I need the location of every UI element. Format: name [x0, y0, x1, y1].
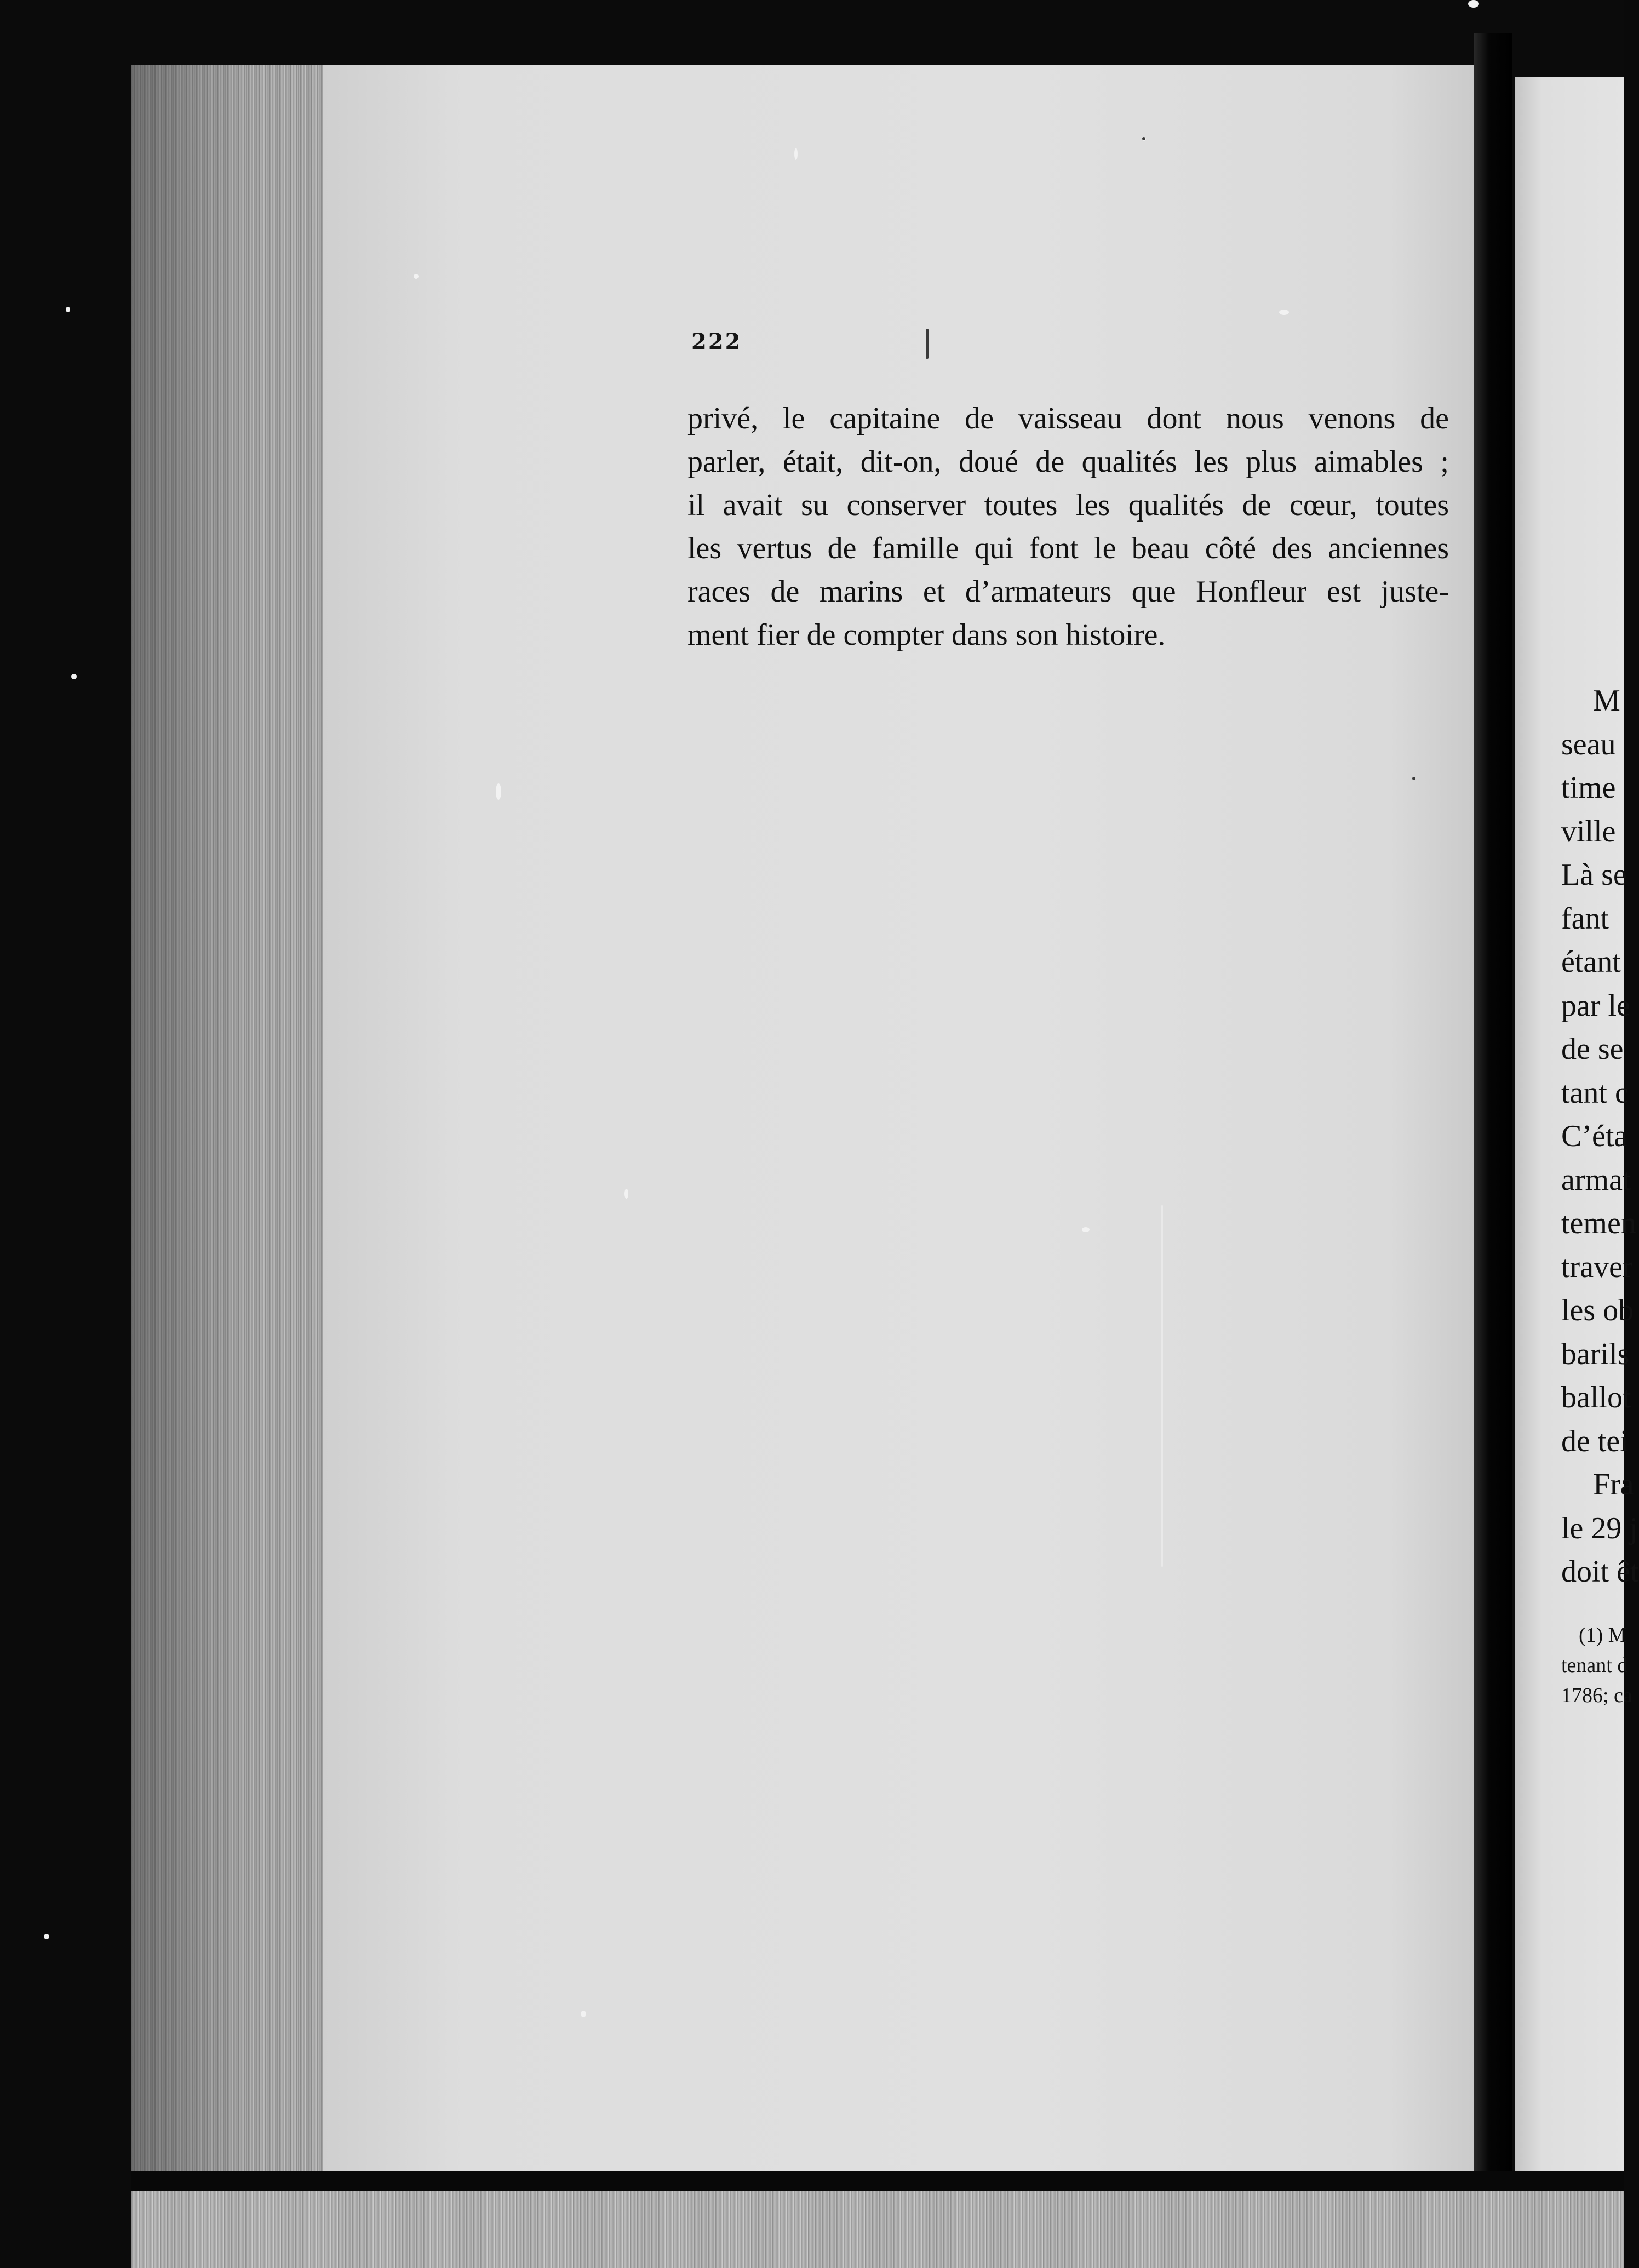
text-line: les vertus de famille qui font le beau côté des anciennes	[687, 531, 1449, 565]
bottom-shadow	[131, 2171, 1624, 2191]
text-line: seau	[1561, 727, 1616, 761]
footnote-line: tenant d	[1561, 1654, 1628, 1677]
left-page	[323, 65, 1482, 2171]
text-line: armat	[1561, 1162, 1631, 1197]
text-line: fant	[1561, 901, 1609, 936]
book-page-edges-shadow	[131, 65, 340, 2171]
text-line: de se	[1561, 1032, 1624, 1066]
text-line: temen	[1561, 1206, 1636, 1240]
text-line: C’éta	[1561, 1119, 1628, 1153]
dust-speck	[1161, 1205, 1163, 1567]
text-line: le 29 j	[1561, 1511, 1638, 1545]
text-line: traver	[1561, 1250, 1633, 1284]
right-page-text	[1561, 679, 1639, 1594]
bottom-page-edges	[131, 2191, 1624, 2268]
text-line: barils	[1561, 1337, 1630, 1371]
page-body-text	[687, 397, 1449, 657]
dust-speck	[66, 307, 70, 312]
dust-speck	[624, 1189, 628, 1199]
dust-speck	[1142, 137, 1145, 140]
dust-speck	[1082, 1227, 1090, 1232]
dust-speck	[581, 2011, 586, 2017]
page-number: 222	[691, 329, 742, 354]
dust-speck	[414, 274, 419, 279]
text-line: tant c	[1561, 1075, 1629, 1110]
dust-speck	[1468, 0, 1479, 8]
dust-speck	[44, 1934, 49, 1939]
text-line: doit êt	[1561, 1555, 1639, 1589]
text-line: privé, le capitaine de vaisseau dont nous venons de	[687, 402, 1449, 436]
dust-speck	[71, 674, 77, 679]
text-line: Fra	[1593, 1468, 1634, 1502]
text-line: il avait su conserver toutes les qualités de cœur, toutes	[687, 488, 1449, 522]
dust-speck	[794, 148, 798, 160]
dust-speck	[926, 329, 929, 359]
text-line: time	[1561, 771, 1616, 805]
text-line: parler, était, dit-on, doué de qualités les plus aimables ;	[687, 445, 1449, 479]
book-binding-gutter	[1474, 33, 1512, 2186]
footnote-line: 1786; ca	[1561, 1684, 1632, 1707]
text-line: ballot	[1561, 1381, 1631, 1414]
dust-speck	[496, 783, 501, 800]
text-line: races de marins et d’armateurs que Honfleur est juste-	[687, 575, 1449, 609]
text-line: étant	[1561, 945, 1621, 979]
text-line: ville	[1561, 814, 1616, 849]
footnote-line: (1) M	[1579, 1624, 1627, 1647]
text-line: de tei	[1561, 1424, 1629, 1458]
text-line: par le	[1561, 988, 1630, 1023]
dust-speck	[1279, 310, 1289, 315]
text-line: Là se	[1561, 858, 1627, 892]
dust-speck	[1412, 777, 1416, 780]
text-line: M	[1593, 684, 1620, 718]
text-line: les ob	[1561, 1293, 1634, 1327]
text-line: ment fier de compter dans son histoire.	[687, 618, 1166, 652]
right-page-footnotes	[1561, 1620, 1632, 1711]
